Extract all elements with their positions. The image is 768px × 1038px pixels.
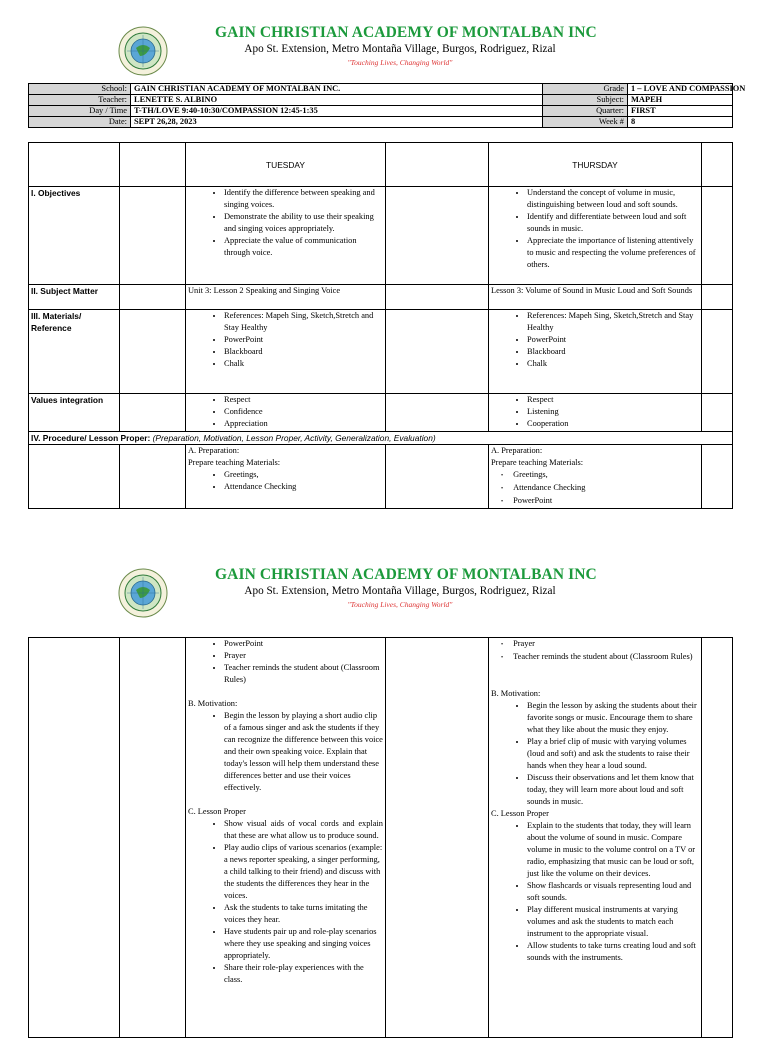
blank-cell xyxy=(120,310,186,394)
list-item: • Attendance Checking xyxy=(224,481,383,493)
list-item: • Ask the students to take turns imitating the voices they hear. xyxy=(224,902,383,926)
thursday-objectives xyxy=(489,187,702,285)
list-item: • Show flashcards or visuals representing loud and soft sounds. xyxy=(527,880,699,904)
section-heading: B. Motivation: xyxy=(188,699,238,708)
section-heading: C. Lesson Proper xyxy=(491,809,549,818)
blank-cell xyxy=(702,310,733,394)
date-value: SEPT 26,28, 2023 xyxy=(131,117,543,128)
list-item: • Appreciation xyxy=(224,418,383,430)
blank-cell xyxy=(120,187,186,285)
grade-label: Grade xyxy=(543,84,628,95)
list-item: • Show visual aids of vocal cords and explain that these are what allow us to produce sound. xyxy=(224,818,383,842)
school-seal-icon xyxy=(118,26,168,76)
section-heading: A. Preparation: xyxy=(491,446,543,455)
quarter-value: FIRST xyxy=(628,106,733,117)
school-motto: "Touching Lives, Changing World" xyxy=(347,58,453,67)
school-address: Apo St. Extension, Metro Montaña Village, Burgos, Rodriguez, Rizal xyxy=(244,43,556,55)
list-item: • Play a brief clip of music with varying volumes (loud and soft) and ask the students to raise their hands when they hear a loud sound. xyxy=(527,736,699,772)
list-item: • Greetings, xyxy=(515,469,699,482)
blank-cell xyxy=(29,143,120,187)
list-item: • Respect xyxy=(527,394,699,406)
thursday-preparation xyxy=(489,445,702,509)
blank-cell xyxy=(29,445,120,509)
blank-cell xyxy=(386,187,489,285)
blank-cell xyxy=(120,394,186,432)
grade-value: 1 – LOVE AND COMPASSION xyxy=(628,84,733,95)
list-item: • Allow students to take turns creating loud and soft sounds with the instruments. xyxy=(527,940,699,964)
blank-cell xyxy=(386,394,489,432)
list-item: • Greetings, xyxy=(224,469,383,481)
list-item: • Understand the concept of volume in music, distinguishing between loud and soft sounds. xyxy=(527,187,699,211)
blank-cell xyxy=(386,445,489,509)
school-value: GAIN CHRISTIAN ACADEMY OF MONTALBAN INC. xyxy=(131,84,543,95)
quarter-label: Quarter: xyxy=(543,106,628,117)
list-item: • Explain to the students that today, they will learn about the volume of sound in music. Compare volume in music to the volume control on a TV or radio, emphasizing that music can be loud or soft, just like the volume on their devices. xyxy=(527,820,699,880)
teacher-value: LENETTE S. ALBINO xyxy=(131,95,543,106)
tuesday-materials xyxy=(186,310,386,394)
blank-cell xyxy=(120,143,186,187)
blank-cell xyxy=(702,638,733,1038)
school-name: GAIN CHRISTIAN ACADEMY OF MONTALBAN INC xyxy=(215,24,597,41)
values-integration-label: Values integration xyxy=(29,394,120,432)
list-item: • Chalk xyxy=(224,358,383,370)
list-item: • PowerPoint xyxy=(224,334,383,346)
lesson-info-table xyxy=(28,83,746,128)
blank-cell xyxy=(702,445,733,509)
list-item: • Demonstrate the ability to use their speaking and singing voices appropriately. xyxy=(224,211,383,235)
list-item: • PowerPoint xyxy=(515,495,699,508)
lesson-plan-table-page-2 xyxy=(28,637,733,1038)
date-label: Date: xyxy=(29,117,131,128)
letterhead-page-2 xyxy=(0,562,768,632)
section-heading: A. Preparation: xyxy=(188,446,240,455)
list-item: • Begin the lesson by asking the students about their favorite songs or music. Encourage them to share what they like about the music they enjoy. xyxy=(527,700,699,736)
list-item: • Confidence xyxy=(224,406,383,418)
list-item: • Begin the lesson by playing a short audio clip of a famous singer and ask the students if they can recognize the difference between this voice and their own speaking voice. Explain that today's lesson will help them understand these differences better and use their voices effectively. xyxy=(224,710,383,794)
blank-cell xyxy=(702,187,733,285)
school-motto: "Touching Lives, Changing World" xyxy=(347,600,453,609)
letterhead-page-1 xyxy=(0,20,768,90)
list-item: • Attendance Checking xyxy=(515,482,699,495)
list-item: • Appreciate the importance of listening attentively to music and respecting the volume preferences of others. xyxy=(527,235,699,271)
list-item: • Play different musical instruments at varying volumes and ask the students to match each instrument to the appropriate visual. xyxy=(527,904,699,940)
prepare-materials-text: Prepare teaching Materials: xyxy=(188,458,281,467)
list-item: • PowerPoint xyxy=(527,334,699,346)
list-item: • Identify and differentiate between loud and soft sounds in music. xyxy=(527,211,699,235)
thursday-header: THURSDAY xyxy=(489,143,702,187)
list-item: • Teacher reminds the student about (Classroom Rules) xyxy=(515,651,699,664)
list-item: • Prayer xyxy=(515,638,699,651)
blank-cell xyxy=(702,285,733,310)
tuesday-procedure xyxy=(186,638,386,1038)
blank-cell xyxy=(120,638,186,1038)
school-label: School: xyxy=(29,84,131,95)
subject-matter-label: II. Subject Matter xyxy=(29,285,120,310)
blank-cell xyxy=(120,285,186,310)
week-label: Week # xyxy=(543,117,628,128)
list-item: • Blackboard xyxy=(527,346,699,358)
list-item: • Listening xyxy=(527,406,699,418)
day-time-label: Day / Time xyxy=(29,106,131,117)
blank-cell xyxy=(120,445,186,509)
tuesday-values xyxy=(186,394,386,432)
school-name: GAIN CHRISTIAN ACADEMY OF MONTALBAN INC xyxy=(215,566,597,583)
section-heading: B. Motivation: xyxy=(491,689,541,698)
list-item: • Discuss their observations and let them know that today, they will learn more about loud and soft sounds in music. xyxy=(527,772,699,808)
tuesday-preparation xyxy=(186,445,386,509)
thursday-subject-matter: Lesson 3: Volume of Sound in Music Loud and Soft Sounds xyxy=(489,285,702,310)
procedure-header xyxy=(29,432,733,445)
blank-cell xyxy=(386,285,489,310)
list-item: • Have students pair up and role-play scenarios where they use speaking and singing voices appropriately. xyxy=(224,926,383,962)
day-time-value: T-TH/LOVE 9:40-10:30/COMPASSION 12:45-1:35 xyxy=(131,106,543,117)
blank-cell xyxy=(702,143,733,187)
week-value: 8 xyxy=(628,117,733,128)
list-item: • Chalk xyxy=(527,358,699,370)
procedure-note: (Preparation, Motivation, Lesson Proper, Activity, Generalization, Evaluation) xyxy=(152,433,436,443)
list-item: • Identify the difference between speaking and singing voices. xyxy=(224,187,383,211)
thursday-values xyxy=(489,394,702,432)
teacher-label: Teacher: xyxy=(29,95,131,106)
blank-cell xyxy=(702,394,733,432)
materials-label: III. Materials/ Reference xyxy=(29,310,120,394)
list-item: • Blackboard xyxy=(224,346,383,358)
list-item: • Teacher reminds the student about (Classroom Rules) xyxy=(224,662,383,686)
list-item: • References: Mapeh Sing, Sketch,Stretch and Stay Healthy xyxy=(224,310,383,334)
subject-label: Subject: xyxy=(543,95,628,106)
list-item: • Prayer xyxy=(224,650,383,662)
blank-cell xyxy=(386,638,489,1038)
tuesday-header: TUESDAY xyxy=(186,143,386,187)
thursday-procedure xyxy=(489,638,702,1038)
list-item: • Share their role-play experiences with the class. xyxy=(224,962,383,986)
list-item: • Cooperation xyxy=(527,418,699,430)
school-seal-icon xyxy=(118,568,168,618)
school-address: Apo St. Extension, Metro Montaña Village, Burgos, Rodriguez, Rizal xyxy=(244,585,556,597)
list-item: • PowerPoint xyxy=(224,638,383,650)
procedure-label: IV. Procedure/ Lesson Proper: xyxy=(31,433,151,443)
list-item: • Appreciate the value of communication through voice. xyxy=(224,235,383,259)
blank-cell xyxy=(29,638,120,1038)
section-heading: C. Lesson Proper xyxy=(188,807,246,816)
blank-cell xyxy=(386,310,489,394)
tuesday-subject-matter: Unit 3: Lesson 2 Speaking and Singing Voice xyxy=(186,285,386,310)
objectives-label: I. Objectives xyxy=(29,187,120,285)
prepare-materials-text: Prepare teaching Materials: xyxy=(491,458,584,467)
list-item: • Play audio clips of various scenarios (example: a news reporter speaking, a singer performing, a child talking to their friend) and discuss with the students the differences they hear in the voices. xyxy=(224,842,383,902)
lesson-plan-table-page-1 xyxy=(28,142,733,509)
list-item: • References: Mapeh Sing, Sketch,Stretch and Stay Healthy xyxy=(527,310,699,334)
blank-cell xyxy=(386,143,489,187)
list-item: • Respect xyxy=(224,394,383,406)
tuesday-objectives xyxy=(186,187,386,285)
thursday-materials xyxy=(489,310,702,394)
subject-value: MAPEH xyxy=(628,95,733,106)
